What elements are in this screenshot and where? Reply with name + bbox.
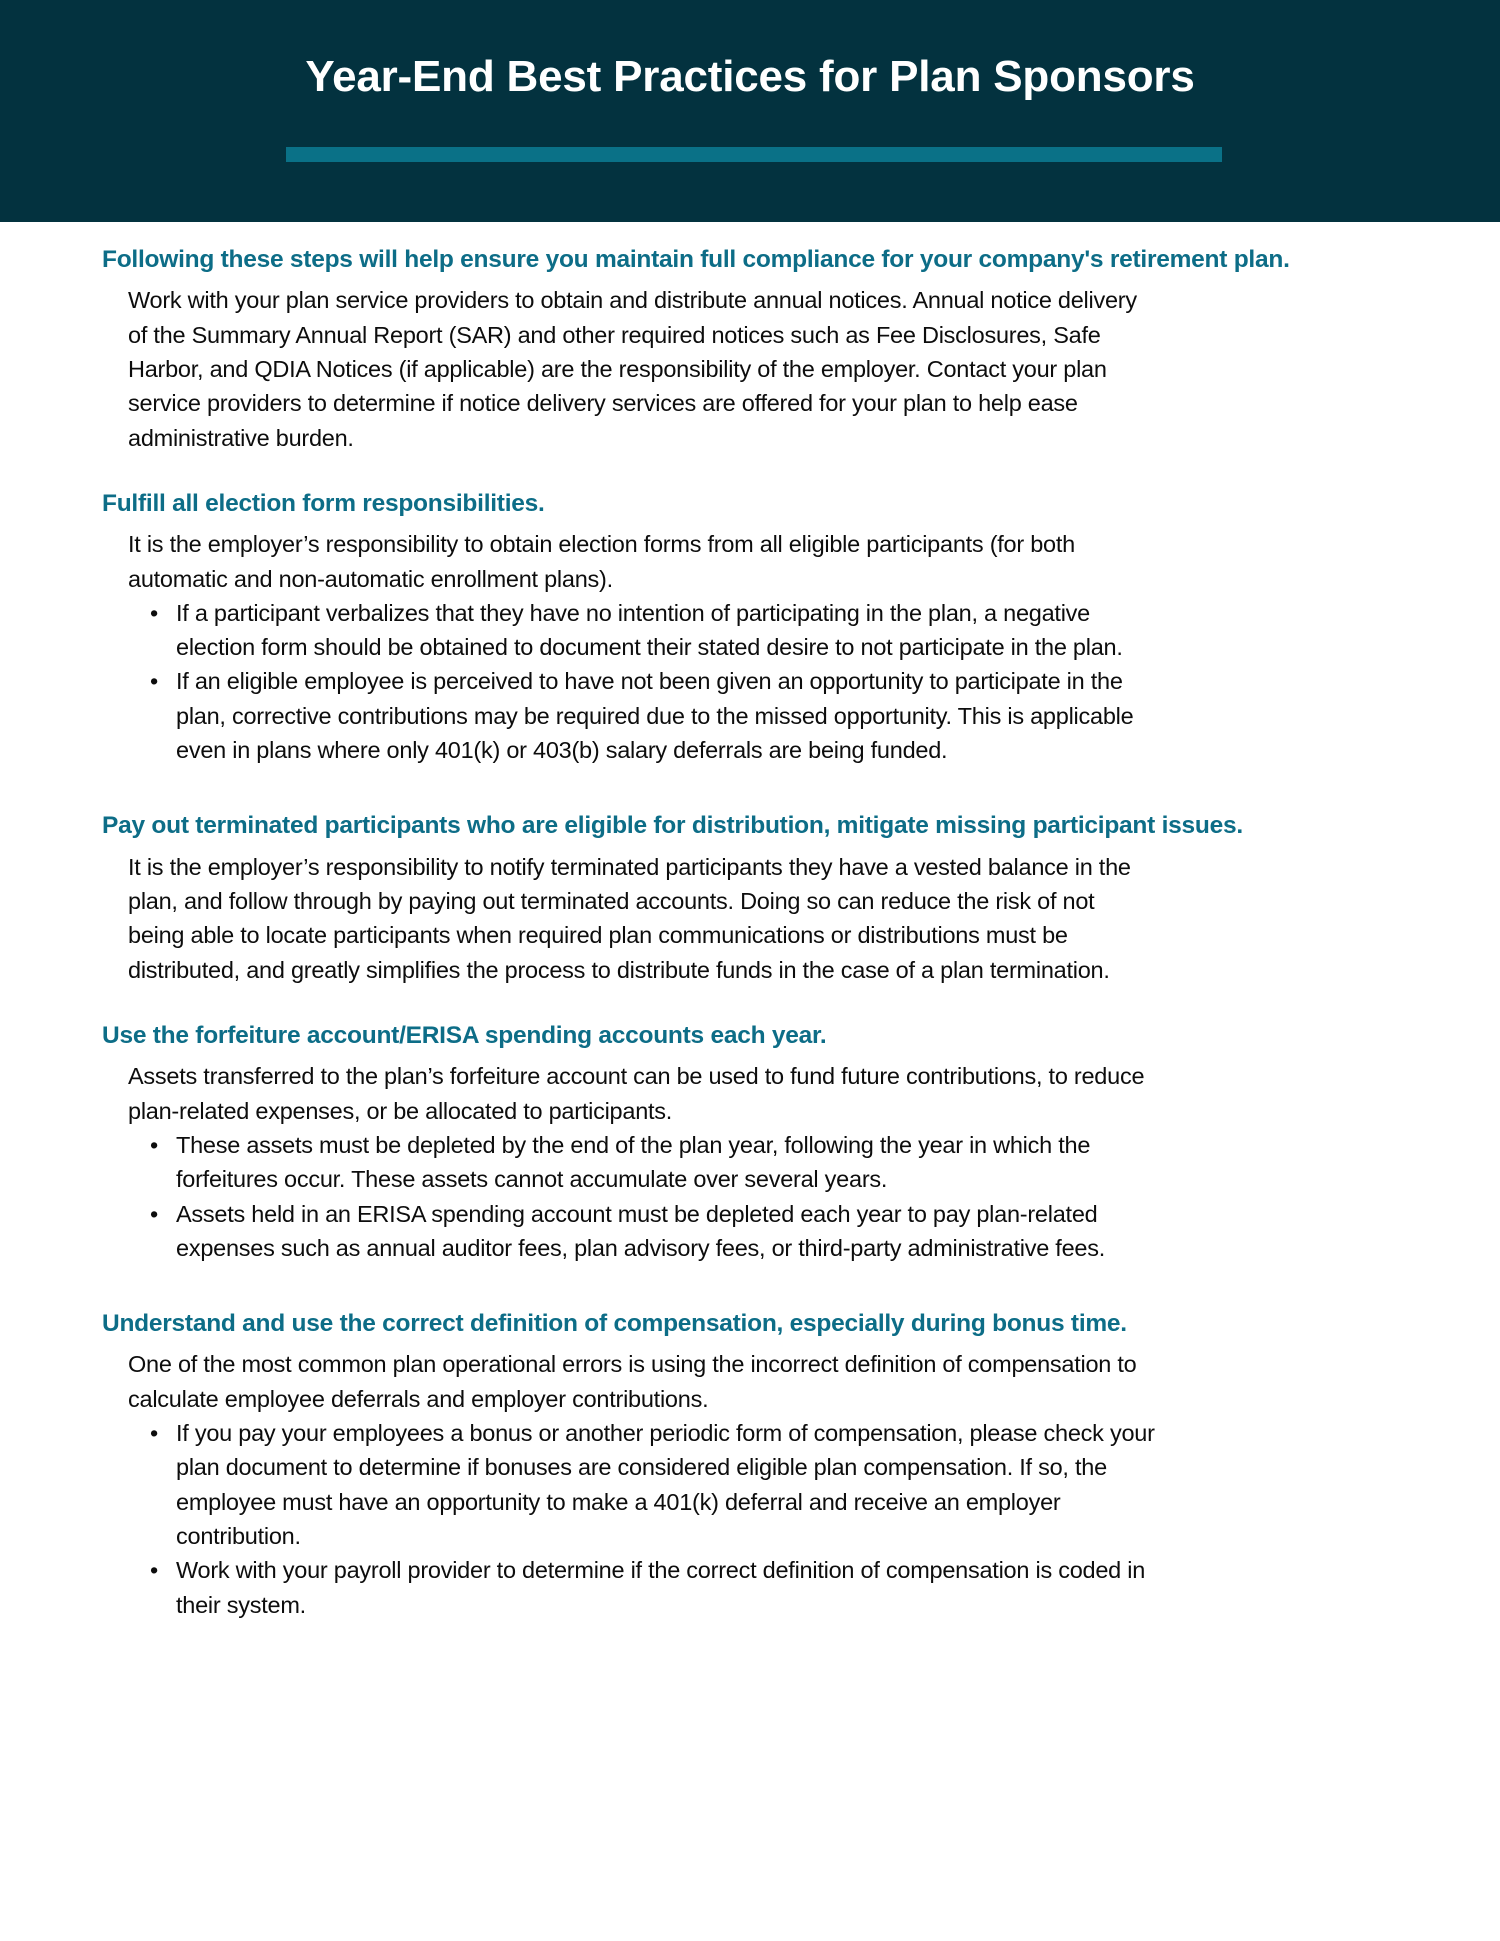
list-item	[150, 1197, 1160, 1266]
section-compliance-steps	[0, 245, 1500, 455]
section-heading: Fulfill all election form responsibilities.	[102, 489, 545, 517]
section-definition-of-compensation	[0, 1309, 1500, 1622]
section-election-forms	[0, 489, 1500, 767]
body-top-spacer	[0, 222, 1500, 245]
list-item-text: If you pay your employees a bonus or another periodic form of compensation, please check your plan document to determine if bonuses are considered eligible plan compensation. If so, the employee must have an opportunity to make a 401(k) deferral and receive an employer contribution.	[176, 1420, 1155, 1549]
list-item	[150, 1416, 1160, 1553]
section-paragraph: Assets transferred to the plan’s forfeiture account can be used to fund future contributions, to reduce plan-related expenses, or be allocated to participants.	[128, 1063, 1145, 1124]
list-item-text: If an eligible employee is perceived to have not been given an opportunity to participate in the plan, corrective contributions may be required due to the missed opportunity. This is applicable even in plans where only 401(k) or 403(b) salary deferrals are being funded.	[176, 668, 1134, 764]
section-paragraph: It is the employer’s responsibility to notify terminated participants they have a vested balance in the plan, and follow through by paying out terminated accounts. Doing so can reduce the risk of not being able to locate participants when required plan communications or distributions must be distributed, and greatly simplifies the process to distribute funds in the case of a plan termination.	[128, 853, 1131, 983]
section-heading: Use the forfeiture account/ERISA spending accounts each year.	[102, 1021, 827, 1049]
section-paragraph: One of the most common plan operational errors is using the incorrect definition of compensation to calculate employee deferrals and employer contributions.	[128, 1351, 1137, 1412]
bullet-list	[0, 596, 1500, 767]
list-item	[150, 664, 1160, 767]
section-heading: Following these steps will help ensure you maintain full compliance for your company's retirement plan.	[102, 246, 1290, 273]
bullet-dot-icon: •	[150, 1420, 158, 1447]
list-item-text: Assets held in an ERISA spending account must be depleted each year to pay plan-related expenses such as annual auditor fees, plan advisory fees, or third-party administrative fees.	[176, 1200, 1106, 1261]
section-heading: Pay out terminated participants who are eligible for distribution, mitigate missing participant issues.	[102, 812, 1243, 840]
list-item-text: If a participant verbalizes that they have no intention of participating in the plan, a negative election form should be obtained to document their stated desire to not participate in the plan.	[176, 599, 1123, 661]
list-item	[150, 1128, 1160, 1197]
section-paragraph: Work with your plan service providers to obtain and distribute annual notices. Annual notice delivery of the Summary Annual Report (SAR) and other required notices such as Fee Disclosures, Safe Harbor, and QDIA Notices (if applicable) are the responsibility of the employer. Contact your plan service providers to determine if notice delivery services are offered for your plan to help ease administrative burden.	[128, 287, 1137, 451]
bullet-list	[0, 1128, 1500, 1265]
bullet-dot-icon: •	[150, 668, 158, 695]
page-title: Year-End Best Practices for Plan Sponsors	[305, 52, 1195, 101]
section-terminated-participants	[0, 811, 1500, 987]
list-item	[150, 596, 1160, 665]
document-body	[0, 222, 1500, 1622]
section-paragraph: It is the employer’s responsibility to obtain election forms from all eligible participants (for both automatic and non-automatic enrollment plans).	[128, 531, 1075, 592]
bullet-dot-icon: •	[150, 1131, 158, 1158]
list-item	[150, 1553, 1160, 1622]
bullet-dot-icon: •	[150, 599, 158, 626]
bullet-dot-icon: •	[150, 1200, 158, 1227]
header-band	[0, 0, 1500, 222]
list-item-text: Work with your payroll provider to determine if the correct definition of compensation is coded in their system.	[176, 1557, 1146, 1618]
section-forfeiture-account	[0, 1021, 1500, 1265]
bullet-list	[0, 1416, 1500, 1622]
title-accent-bar	[286, 147, 1222, 162]
section-heading: Understand and use the correct definition of compensation, especially during bonus time.	[102, 1310, 1127, 1338]
bullet-dot-icon: •	[150, 1557, 158, 1584]
list-item-text: These assets must be depleted by the end of the plan year, following the year in which the forfeitures occur. These assets cannot accumulate over several years.	[176, 1131, 1091, 1193]
